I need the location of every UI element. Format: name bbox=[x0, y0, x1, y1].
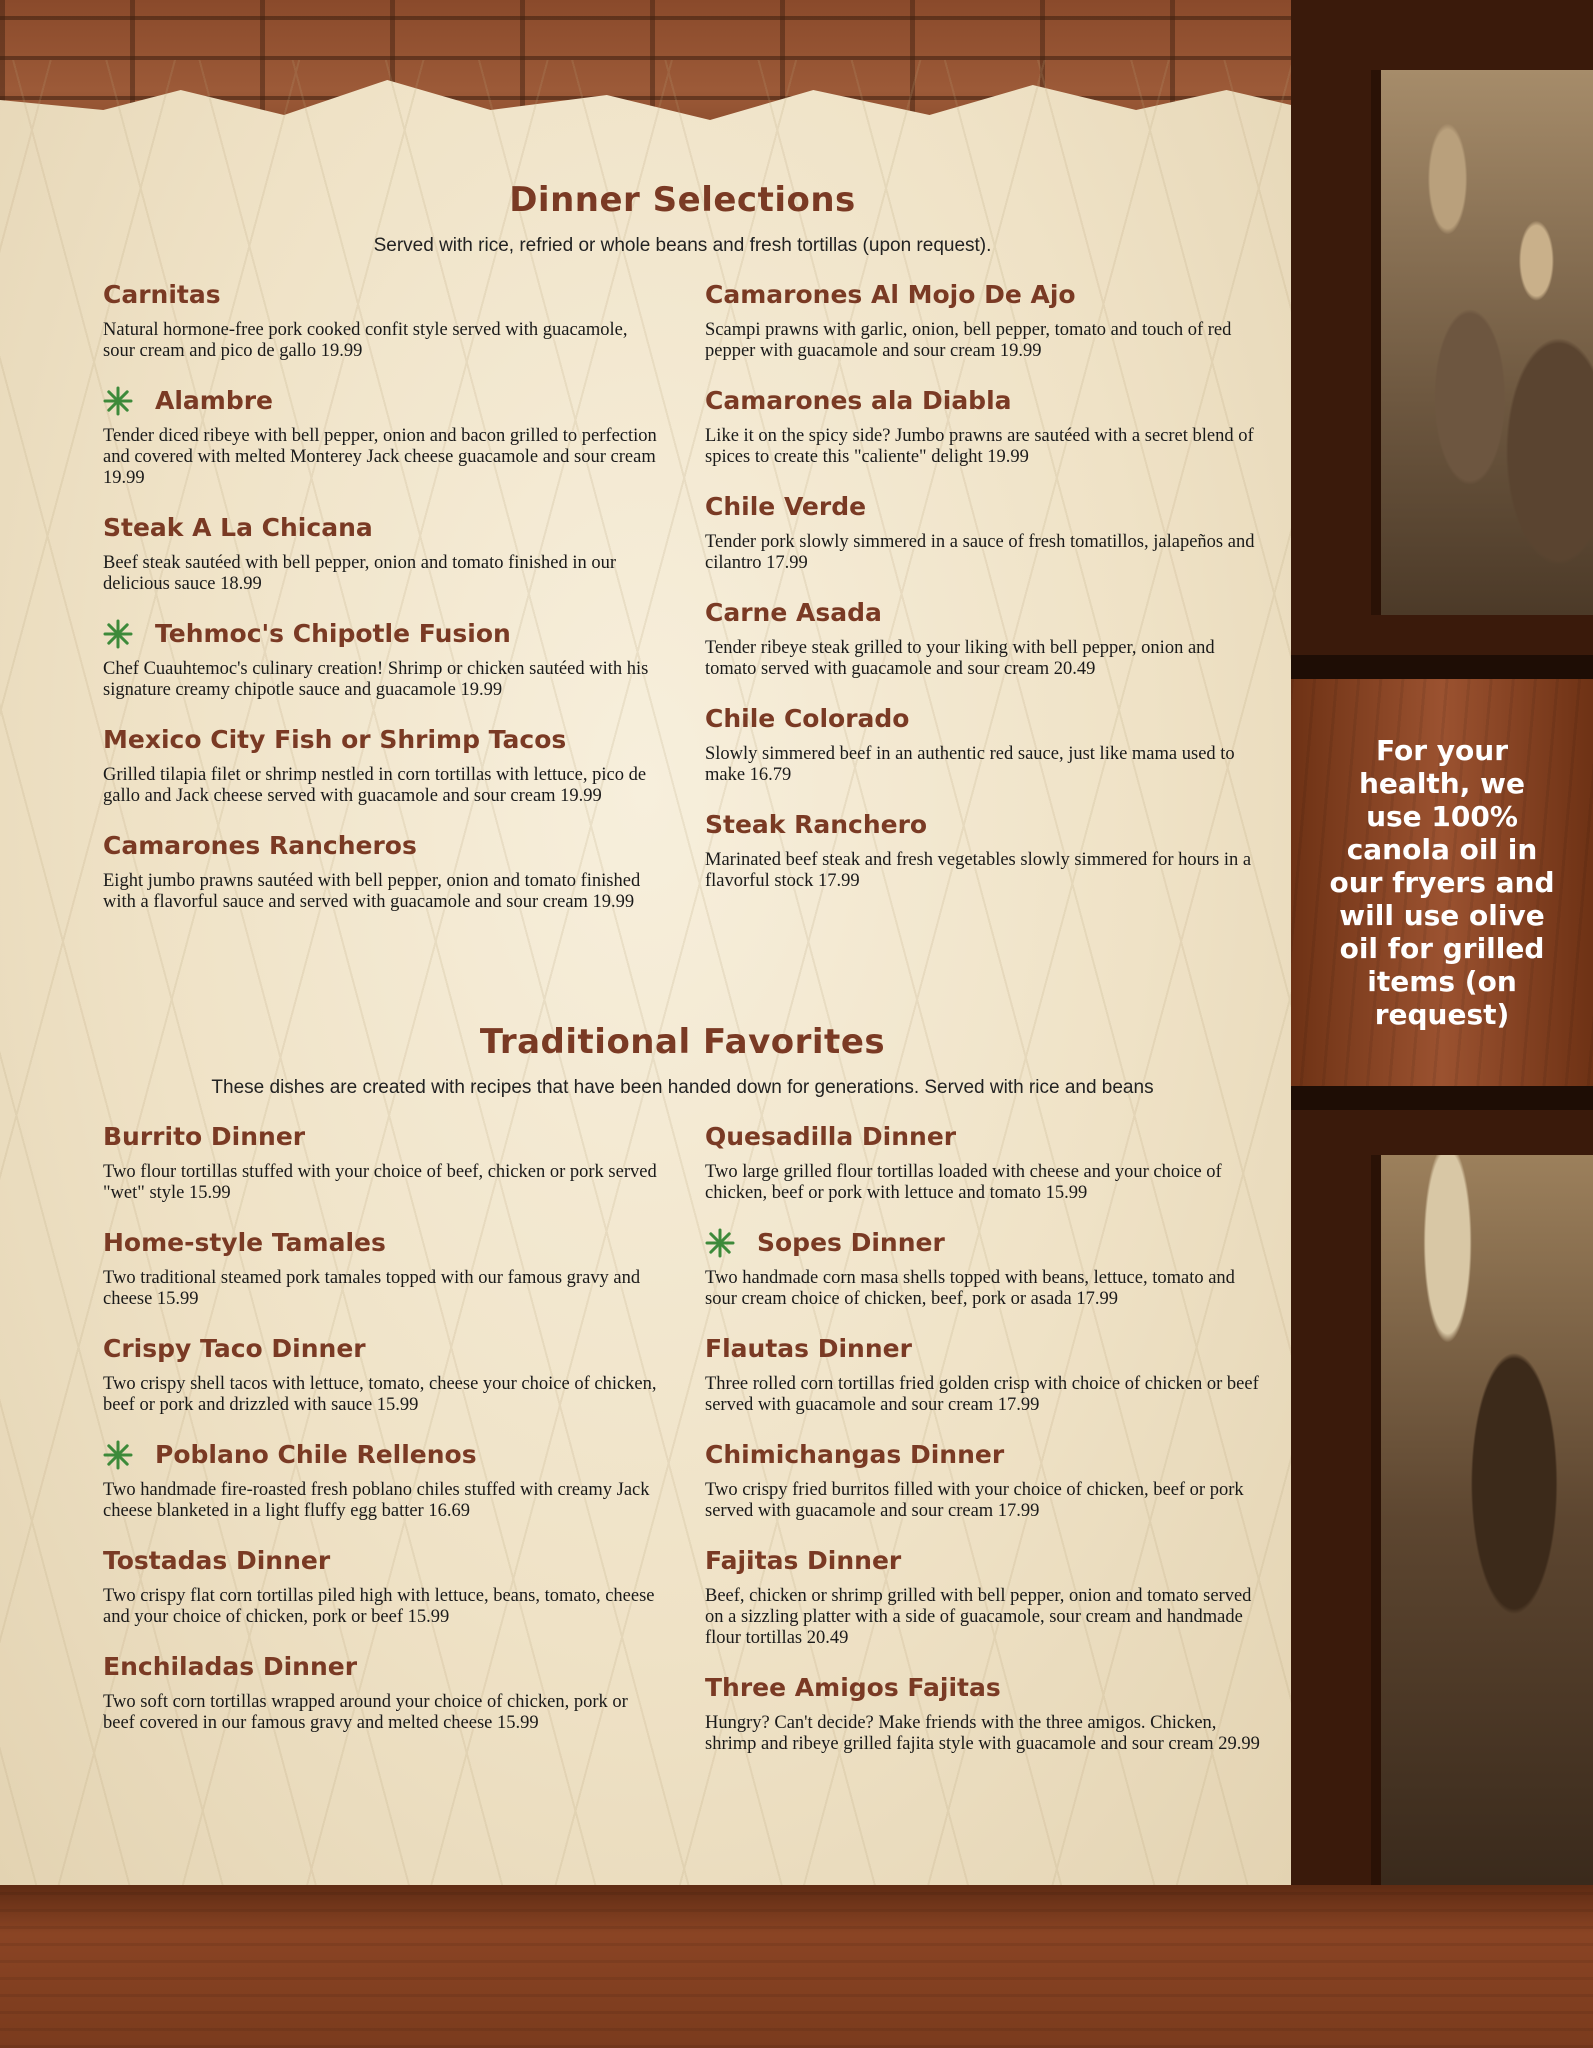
menu-item-description: Two traditional steamed pork tamales topped with our famous gravy and cheese 15.99 bbox=[103, 1268, 641, 1309]
menu-item-description: Beef steak sautéed with bell pepper, onion and tomato finished in our delicious sauce 18.99 bbox=[103, 553, 617, 594]
menu-item-description: Two flour tortillas stuffed with your choice of beef, chicken or pork served "wet" style 15.99 bbox=[103, 1162, 657, 1203]
menu-item-name bbox=[705, 1440, 1265, 1470]
menu-item bbox=[103, 725, 663, 807]
green-starburst-icon bbox=[705, 1228, 735, 1258]
menu-item-description: Tender ribeye steak grilled to your liking with bell pepper, onion and tomato served with guacamole and sour cream 20.49 bbox=[705, 638, 1215, 679]
menu-item bbox=[103, 1228, 663, 1310]
menu-item-name bbox=[705, 492, 1265, 522]
menu-item bbox=[705, 598, 1265, 680]
menu-item-description: Three rolled corn tortillas fried golden crisp with choice of chicken or beef served with guacamole and sour cream 17.99 bbox=[705, 1374, 1259, 1415]
menu-item-description: Tender diced ribeye with bell pepper, onion and bacon grilled to perfection and covered with melted Monterey Jack cheese guacamole and sour cream 19.99 bbox=[103, 426, 657, 488]
menu-item-name-text: Camarones ala Diabla bbox=[705, 386, 1012, 415]
vintage-group-photo bbox=[1371, 70, 1593, 615]
menu-item-name bbox=[103, 280, 663, 310]
menu-item-name-text: Flautas Dinner bbox=[705, 1334, 912, 1363]
menu-item bbox=[705, 1546, 1265, 1649]
menu-item-name-text: Chile Verde bbox=[705, 492, 867, 521]
menu-item-name bbox=[103, 513, 663, 543]
menu-item-name bbox=[103, 1652, 663, 1682]
menu-item bbox=[103, 1546, 663, 1628]
menu-item bbox=[705, 1228, 1265, 1310]
dinner-left-column bbox=[103, 280, 663, 937]
menu-item-description: Eight jumbo prawns sautéed with bell pepper, onion and tomato finished with a flavorful sauce and served with guacamole and sour cream 19.99 bbox=[103, 871, 641, 912]
menu-item bbox=[705, 704, 1265, 786]
menu-item-name-text: Camarones Al Mojo De Ajo bbox=[705, 280, 1076, 309]
menu-item-name-text: Quesadilla Dinner bbox=[705, 1122, 957, 1151]
menu-item-description: Slowly simmered beef in an authentic red sauce, just like mama used to make 16.79 bbox=[705, 744, 1235, 785]
menu-item-name bbox=[103, 1546, 663, 1576]
menu-item bbox=[705, 1673, 1265, 1755]
menu-item-name bbox=[103, 1334, 663, 1364]
menu-item bbox=[705, 1334, 1265, 1416]
menu-item bbox=[103, 386, 663, 489]
menu-item-name-text: Tostadas Dinner bbox=[103, 1546, 331, 1575]
menu-item-name bbox=[103, 1440, 663, 1470]
menu-item-name-text: Carnitas bbox=[103, 280, 221, 309]
menu-item-name bbox=[705, 598, 1265, 628]
traditional-favorites-title: Traditional Favorites bbox=[479, 1022, 886, 1062]
menu-item-name bbox=[103, 831, 663, 861]
menu-item-description: Two soft corn tortillas wrapped around your choice of chicken, pork or beef covered in our famous gravy and melted cheese 15.99 bbox=[103, 1692, 628, 1733]
menu-item-description: Two handmade fire-roasted fresh poblano chiles stuffed with creamy Jack cheese blanketed in a light fluffy egg batter 16.69 bbox=[103, 1480, 650, 1521]
menu-item bbox=[103, 1122, 663, 1204]
green-starburst-icon bbox=[103, 1440, 133, 1470]
menu-item bbox=[103, 619, 663, 701]
menu-item bbox=[103, 1440, 663, 1522]
menu-item-description: Grilled tilapia filet or shrimp nestled in corn tortillas with lettuce, pico de gallo and Jack cheese served with guacamole and sour cream 19.99 bbox=[103, 765, 647, 806]
menu-item-description: Chef Cuauhtemoc's culinary creation! Shrimp or chicken sautéed with his signature creamy chipotle sauce and guacamole 19.99 bbox=[103, 659, 649, 700]
menu-item bbox=[103, 1334, 663, 1416]
dinner-selections-subtitle: Served with rice, refried or whole beans and fresh tortillas (upon request). bbox=[373, 235, 992, 256]
menu-item bbox=[705, 492, 1265, 574]
traditional-favorites-subtitle: These dishes are created with recipes that have been handed down for generations. Served with rice and beans bbox=[211, 1077, 1154, 1098]
menu-item-description: Hungry? Can't decide? Make friends with the three amigos. Chicken, shrimp and ribeye grilled fajita style with guacamole and sour cream 29.99 bbox=[705, 1713, 1260, 1754]
menu-item-name-text: Chimichangas Dinner bbox=[705, 1440, 1005, 1469]
menu-item bbox=[705, 280, 1265, 362]
menu-item-name-text: Poblano Chile Rellenos bbox=[155, 1440, 477, 1469]
menu-item-name-text: Home-style Tamales bbox=[103, 1228, 386, 1257]
menu-item bbox=[705, 1440, 1265, 1522]
menu-item-name bbox=[705, 1122, 1265, 1152]
menu-item-description: Beef, chicken or shrimp grilled with bell pepper, onion and tomato served on a sizzling platter with a side of guacamole, sour cream and handmade flour tortillas 20.49 bbox=[705, 1586, 1252, 1648]
menu-item-name bbox=[705, 386, 1265, 416]
traditional-left-column bbox=[103, 1122, 663, 1758]
menu-item bbox=[103, 513, 663, 595]
menu-item-name bbox=[103, 1228, 663, 1258]
menu-item-description: Two handmade corn masa shells topped with beans, lettuce, tomato and sour cream choice of chicken, beef, pork or asada 17.99 bbox=[705, 1268, 1235, 1309]
menu-item-name bbox=[705, 704, 1265, 734]
menu-item-description: Tender pork slowly simmered in a sauce of fresh tomatillos, jalapeños and cilantro 17.99 bbox=[705, 532, 1255, 573]
vintage-bar-photo bbox=[1371, 1155, 1593, 1885]
menu-item-description: Two crispy fried burritos filled with your choice of chicken, beef or pork served with guacamole and sour cream 17.99 bbox=[705, 1480, 1244, 1521]
menu-item-name-text: Carne Asada bbox=[705, 598, 882, 627]
menu-item-name-text: Mexico City Fish or Shrimp Tacos bbox=[103, 725, 567, 754]
menu-item-name-text: Tehmoc's Chipotle Fusion bbox=[155, 619, 511, 648]
menu-item-name-text: Three Amigos Fajitas bbox=[705, 1673, 1001, 1702]
menu-item-description: Scampi prawns with garlic, onion, bell pepper, tomato and touch of red pepper with guacamole and sour cream 19.99 bbox=[705, 320, 1232, 361]
menu-item-description: Marinated beef steak and fresh vegetables slowly simmered for hours in a flavorful stock 17.99 bbox=[705, 850, 1252, 891]
menu-item-description: Two large grilled flour tortillas loaded with cheese and your choice of chicken, beef or pork with lettuce and tomato 15.99 bbox=[705, 1162, 1222, 1203]
menu-item-name bbox=[705, 1673, 1265, 1703]
menu-item-name-text: Enchiladas Dinner bbox=[103, 1652, 358, 1681]
dinner-selections-title: Dinner Selections bbox=[509, 180, 856, 220]
menu-item-name-text: Sopes Dinner bbox=[757, 1228, 945, 1257]
traditional-right-column bbox=[705, 1122, 1265, 1779]
menu-item-name-text: Steak A La Chicana bbox=[103, 513, 373, 542]
menu-item bbox=[705, 386, 1265, 468]
menu-item-name-text: Crispy Taco Dinner bbox=[103, 1334, 366, 1363]
green-starburst-icon bbox=[103, 619, 133, 649]
menu-item-name bbox=[103, 619, 663, 649]
health-note-text: For your health, we use 100% canola oil in our fryers and will use olive oil for grilled items (on request) bbox=[1329, 734, 1555, 1031]
green-starburst-icon bbox=[103, 386, 133, 416]
menu-item-description: Like it on the spicy side? Jumbo prawns are sautéed with a secret blend of spices to create this "caliente" delight 19.99 bbox=[705, 426, 1254, 467]
menu-item-name bbox=[705, 1334, 1265, 1364]
menu-item-name bbox=[705, 1228, 1265, 1258]
menu-item-name bbox=[103, 725, 663, 755]
menu-item bbox=[103, 1652, 663, 1734]
menu-item-description: Natural hormone-free pork cooked confit style served with guacamole, sour cream and pico de gallo 19.99 bbox=[103, 320, 628, 361]
menu-item bbox=[103, 280, 663, 362]
dinner-right-column bbox=[705, 280, 1265, 916]
menu-item-description: Two crispy flat corn tortillas piled high with lettuce, beans, tomato, cheese and your choice of chicken, pork or beef 15.99 bbox=[103, 1586, 655, 1627]
menu-item-name-text: Camarones Rancheros bbox=[103, 831, 417, 860]
menu-item bbox=[103, 831, 663, 913]
menu-item-name bbox=[705, 1546, 1265, 1576]
menu-item-name-text: Chile Colorado bbox=[705, 704, 910, 733]
menu-item bbox=[705, 1122, 1265, 1204]
menu-item-name bbox=[705, 280, 1265, 310]
menu-item-name-text: Alambre bbox=[155, 386, 274, 415]
menu-item-name-text: Steak Ranchero bbox=[705, 810, 928, 839]
menu-item-name-text: Burrito Dinner bbox=[103, 1122, 306, 1151]
menu-item-description: Two crispy shell tacos with lettuce, tomato, cheese your choice of chicken, beef or pork and drizzled with sauce 15.99 bbox=[103, 1374, 657, 1415]
menu-item-name bbox=[103, 386, 663, 416]
menu-item-name-text: Fajitas Dinner bbox=[705, 1546, 902, 1575]
wood-footer bbox=[0, 1885, 1593, 2048]
menu-item-name bbox=[103, 1122, 663, 1152]
menu-item bbox=[705, 810, 1265, 892]
menu-item-name bbox=[705, 810, 1265, 840]
